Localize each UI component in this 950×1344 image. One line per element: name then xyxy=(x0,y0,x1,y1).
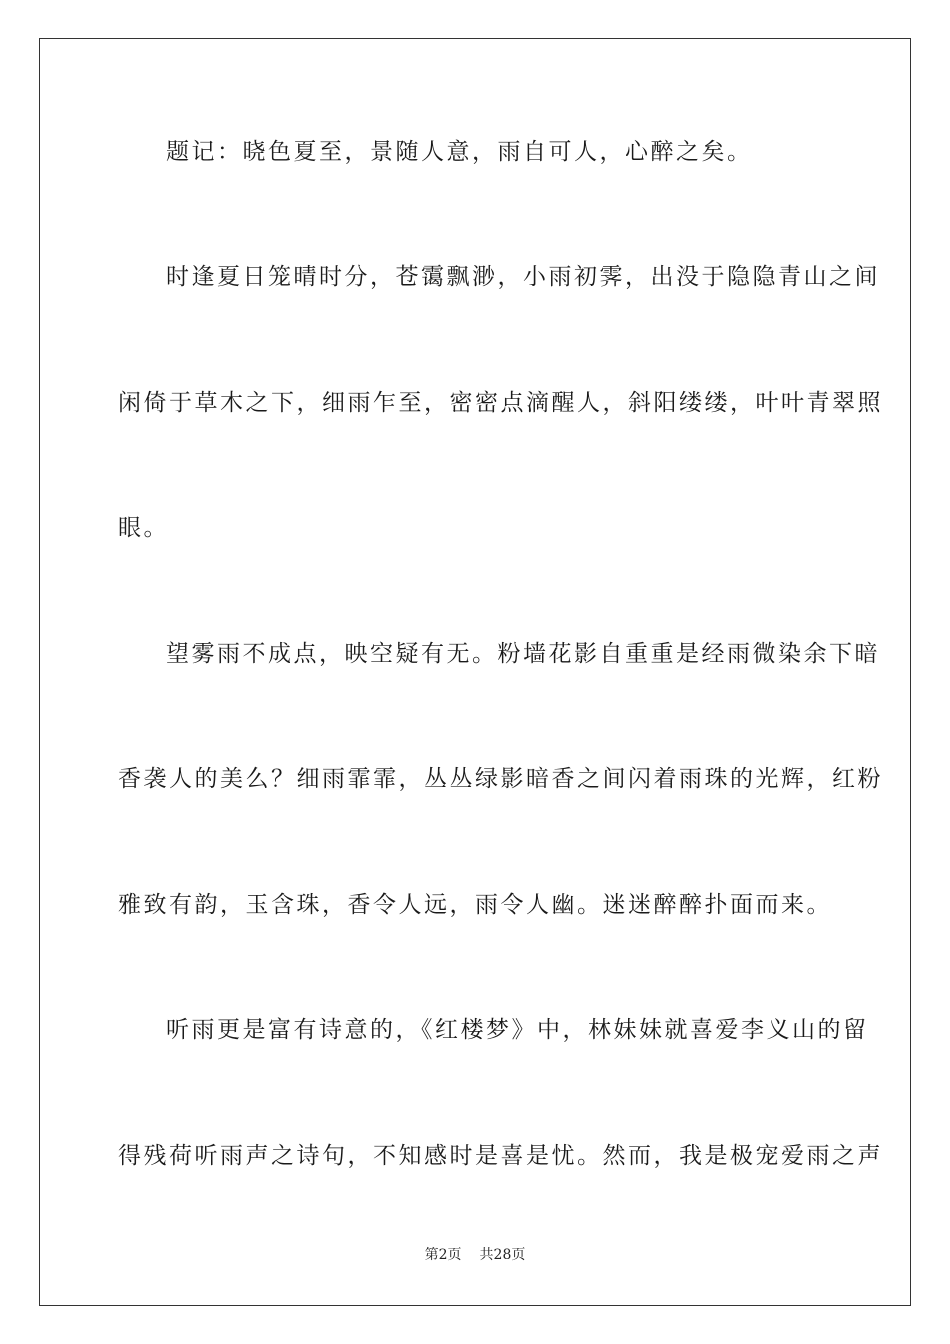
page-border xyxy=(39,38,911,1306)
paragraph-line: 题记：晓色夏至，景随人意，雨自可人，心醉之矣。 xyxy=(166,139,753,165)
paragraph-line: 得残荷听雨声之诗句，不知感时是喜是忧。然而，我是极宠爱雨之声 xyxy=(118,1143,883,1169)
paragraph-line: 望雾雨不成点，映空疑有无。粉墙花影自重重是经雨微染余下暗 xyxy=(166,641,880,667)
paragraph-line: 雅致有韵，玉含珠，香令人远，雨令人幽。迷迷醉醉扑面而来。 xyxy=(118,892,832,918)
paragraph-line: 听雨更是富有诗意的，《红楼梦》中，林妹妹就喜爱李义山的留 xyxy=(166,1017,869,1043)
paragraph-line: 闲倚于草木之下，细雨乍至，密密点滴醒人，斜阳缕缕，叶叶青翠照 xyxy=(118,390,883,416)
paragraph-line: 时逢夏日笼晴时分，苍霭飘渺，小雨初霁，出没于隐隐青山之间 xyxy=(166,264,880,290)
total-pages: 共28页 xyxy=(479,1247,526,1263)
page-number: 第2页 xyxy=(424,1247,462,1263)
paragraph-line: 眼。 xyxy=(118,515,169,541)
paragraph-line: 香袭人的美么？细雨霏霏，丛丛绿影暗香之间闪着雨珠的光辉，红粉 xyxy=(118,766,883,792)
page-footer xyxy=(0,1244,950,1264)
